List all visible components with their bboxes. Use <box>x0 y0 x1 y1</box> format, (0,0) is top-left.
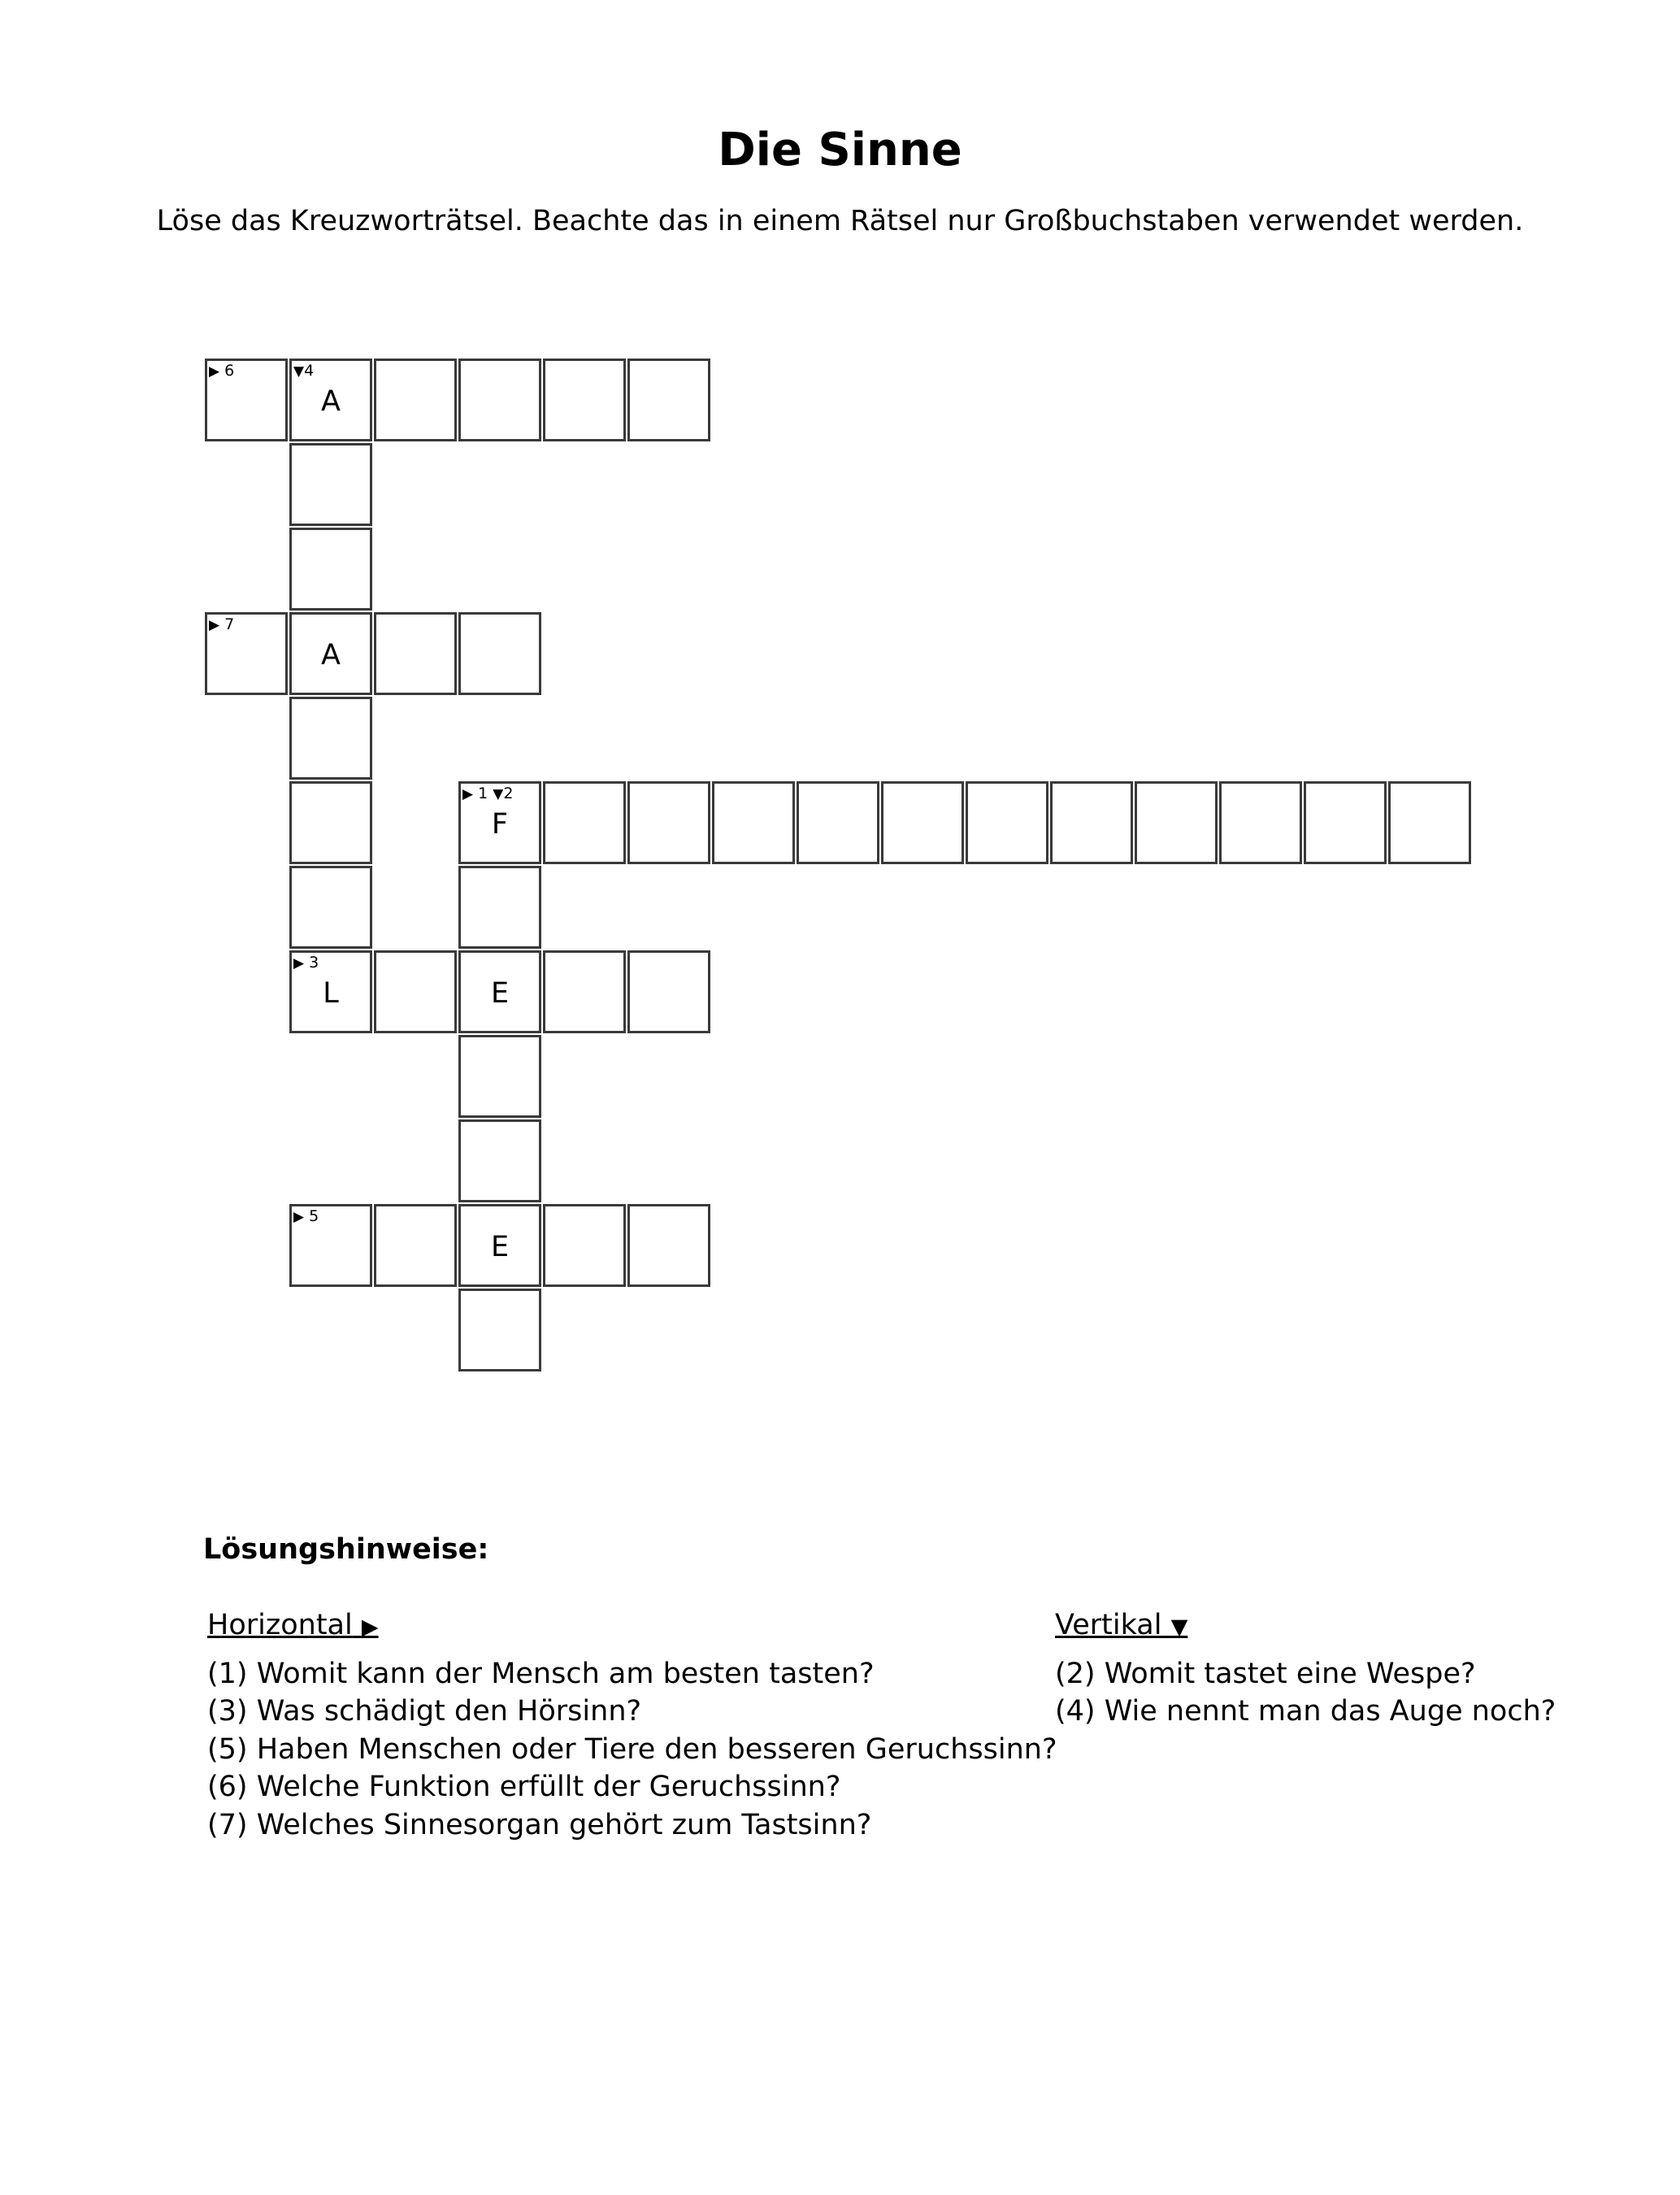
down-arrow-icon: ▼ <box>1170 1615 1188 1640</box>
crossword-cell[interactable] <box>458 781 541 864</box>
clue-number: 2 <box>503 785 514 802</box>
crossword-cell[interactable] <box>289 359 372 441</box>
crossword-cell[interactable] <box>627 950 710 1033</box>
clue-across-1: (1) Womit kann der Mensch am besten tasten? <box>207 1657 875 1690</box>
down-arrow-icon: ▼ <box>293 363 305 380</box>
crossword-cell[interactable] <box>966 781 1048 864</box>
crossword-cell[interactable] <box>289 528 372 611</box>
page-title: Die Sinne <box>718 124 962 176</box>
crossword-cell[interactable] <box>289 443 372 526</box>
right-arrow-icon: ▶ <box>293 955 305 971</box>
down-arrow-icon: ▼ <box>493 786 504 802</box>
crossword-cell[interactable] <box>458 1119 541 1202</box>
clue-across-3: (3) Was schädigt den Hörsinn? <box>207 1695 642 1728</box>
clue-number: 4 <box>304 362 315 380</box>
crossword-cell[interactable] <box>1050 781 1133 864</box>
horizontal-clues <box>207 1606 1057 1844</box>
crossword-cell[interactable] <box>543 1204 626 1287</box>
crossword-cell[interactable] <box>627 781 710 864</box>
hints-heading: Lösungshinweise: <box>203 1533 489 1566</box>
crossword-cell[interactable] <box>374 1204 457 1287</box>
clue-number-marker <box>209 615 234 634</box>
crossword-cell[interactable] <box>627 359 710 441</box>
crossword-cell[interactable] <box>1135 781 1218 864</box>
crossword-cell[interactable] <box>458 1289 541 1371</box>
crossword-cell[interactable] <box>458 1204 541 1287</box>
crossword-cell[interactable] <box>205 359 288 441</box>
crossword-cell[interactable] <box>289 697 372 780</box>
crossword-cell[interactable] <box>458 950 541 1033</box>
crossword-cell[interactable] <box>205 612 288 695</box>
crossword-cell[interactable] <box>712 781 795 864</box>
crossword-cell[interactable] <box>627 1204 710 1287</box>
clue-number: 3 <box>304 954 319 971</box>
clue-number-marker <box>293 362 314 380</box>
clue-down-4: (4) Wie nennt man das Auge noch? <box>1055 1695 1556 1728</box>
instruction-text: Löse das Kreuzworträtsel. Beachte das in einem Rätsel nur Großbuchstaben verwendet werden. <box>156 205 1524 237</box>
horizontal-heading <box>207 1606 1057 1647</box>
given-letter: E <box>490 1231 510 1263</box>
clue-across-7: (7) Welches Sinnesorgan gehört zum Tastsinn? <box>207 1808 872 1841</box>
crossword-cell[interactable] <box>543 359 626 441</box>
right-arrow-icon: ▶ <box>462 786 474 802</box>
crossword-cell[interactable] <box>458 359 541 441</box>
right-arrow-icon: ▶ <box>293 1209 305 1225</box>
crossword-cell[interactable] <box>374 359 457 441</box>
crossword-cell[interactable] <box>543 781 626 864</box>
crossword-cell[interactable] <box>374 612 457 695</box>
crossword-cell[interactable] <box>289 612 372 695</box>
given-letter: L <box>323 977 339 1010</box>
clue-number-marker <box>462 785 513 803</box>
crossword-cell[interactable] <box>289 950 372 1033</box>
clue-down-2: (2) Womit tastet eine Wespe? <box>1055 1657 1476 1690</box>
crossword-cell[interactable] <box>1219 781 1302 864</box>
right-arrow-icon: ▶ <box>209 363 220 380</box>
given-letter: E <box>490 977 510 1010</box>
given-letter: A <box>321 639 341 672</box>
given-letter: F <box>491 808 509 841</box>
right-arrow-icon: ▶ <box>361 1615 379 1640</box>
crossword-cell[interactable] <box>289 866 372 949</box>
vertical-heading <box>1055 1606 1556 1647</box>
crossword-cell[interactable] <box>458 612 541 695</box>
crossword-cell[interactable] <box>374 950 457 1033</box>
crossword-cell[interactable] <box>289 781 372 864</box>
clue-across-5: (5) Haben Menschen oder Tiere den besseren Geruchssinn? <box>207 1732 1057 1766</box>
crossword-cell[interactable] <box>289 1204 372 1287</box>
clue-number-marker <box>293 954 319 972</box>
vertical-clues <box>1055 1606 1556 1731</box>
horizontal-label: Horizontal <box>207 1609 353 1641</box>
clue-number: 7 <box>219 615 235 633</box>
clue-number: 6 <box>219 362 235 380</box>
crossword-cell[interactable] <box>458 1035 541 1118</box>
vertical-label: Vertikal <box>1055 1609 1162 1641</box>
crossword-cell[interactable] <box>458 866 541 949</box>
crossword-cell[interactable] <box>797 781 879 864</box>
clue-number-marker <box>293 1207 319 1226</box>
crossword-cell[interactable] <box>543 950 626 1033</box>
clue-number: 1 <box>473 785 493 802</box>
clue-number-marker <box>209 362 234 380</box>
given-letter: A <box>321 385 341 418</box>
right-arrow-icon: ▶ <box>209 617 220 633</box>
crossword-cell[interactable] <box>1388 781 1471 864</box>
clue-number: 5 <box>304 1207 319 1225</box>
clue-across-6: (6) Welche Funktion erfüllt der Geruchssinn? <box>207 1771 841 1803</box>
crossword-cell[interactable] <box>1304 781 1387 864</box>
crossword-cell[interactable] <box>881 781 964 864</box>
